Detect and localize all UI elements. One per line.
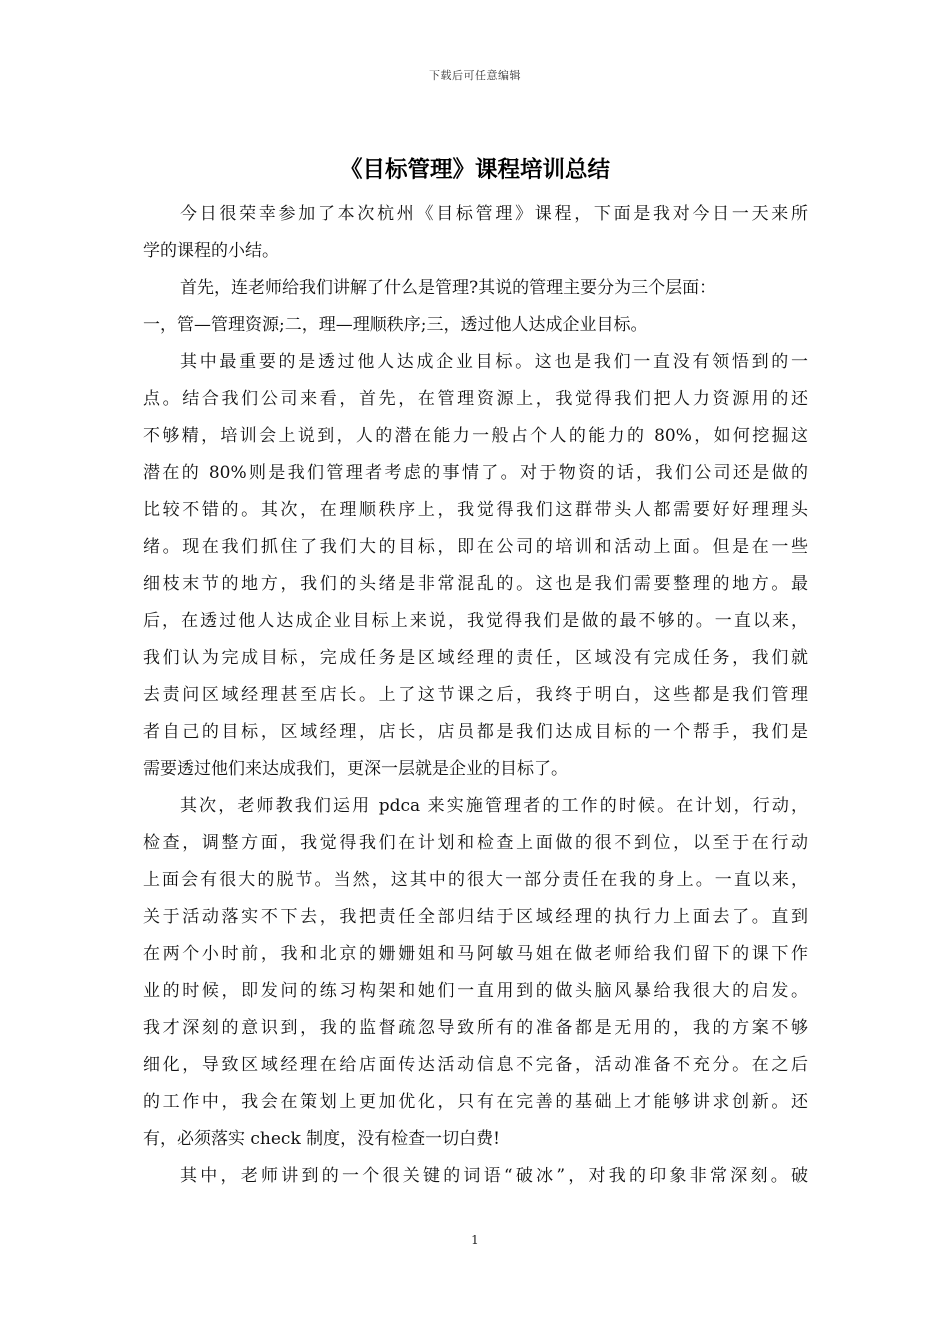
text-line: 比较不错的。其次，在理顺秩序上，我觉得我们这群带头人都需要好好理理头 bbox=[143, 500, 808, 520]
text-line: 潜在的 80%则是我们管理者考虑的事情了。对于物资的话，我们公司还是做的 bbox=[143, 463, 808, 483]
text-line: 后，在透过他人达成企业目标上来说，我觉得我们是做的最不够的。一直以来， bbox=[143, 611, 808, 631]
text-line: 关于活动落实不下去，我把责任全部归结于区域经理的执行力上面去了。直到 bbox=[143, 907, 808, 927]
text-line: 有，必须落实 check 制度，没有检查一切白费! bbox=[143, 1129, 500, 1149]
text-line: 不够精，培训会上说到，人的潜在能力一般占个人的能力的 80%，如何挖掘这 bbox=[143, 426, 808, 446]
page-number: 1 bbox=[471, 1233, 479, 1247]
text-line: 需要透过他们来达成我们，更深一层就是企业的目标了。 bbox=[143, 759, 568, 779]
text-line: 我才深刻的意识到，我的监督疏忽导致所有的准备都是无用的，我的方案不够 bbox=[143, 1018, 808, 1038]
text-line: 的工作中，我会在策划上更加优化，只有在完善的基础上才能够讲求创新。还 bbox=[143, 1092, 808, 1112]
text-line: 检查，调整方面，我觉得我们在计划和检查上面做的很不到位，以至于在行动 bbox=[143, 833, 808, 853]
document-body bbox=[143, 196, 808, 1195]
text-line: 今日很荣幸参加了本次杭州《目标管理》课程，下面是我对今日一天来所 bbox=[180, 204, 808, 224]
header-note: 下载后可任意编辑 bbox=[429, 69, 521, 82]
text-line: 去责问区域经理甚至店长。上了这节课之后，我终于明白，这些都是我们管理 bbox=[143, 685, 808, 705]
text-line: 我们认为完成目标，完成任务是区域经理的责任，区域没有完成任务，我们就 bbox=[143, 648, 808, 668]
text-line: 上面会有很大的脱节。当然，这其中的很大一部分责任在我的身上。一直以来， bbox=[143, 870, 808, 890]
text-line: 其中，老师讲到的一个很关键的词语“破冰”，对我的印象非常深刻。破 bbox=[180, 1166, 808, 1186]
text-line: 者自己的目标，区域经理，店长，店员都是我们达成目标的一个帮手，我们是 bbox=[143, 722, 808, 742]
text-line: 细枝末节的地方，我们的头绪是非常混乱的。这也是我们需要整理的地方。最 bbox=[143, 574, 808, 594]
text-line: 其次，老师教我们运用 pdca 来实施管理者的工作的时候。在计划，行动， bbox=[180, 796, 808, 816]
text-line: 业的时候，即发问的练习构架和她们一直用到的做头脑风暴给我很大的启发。 bbox=[143, 981, 808, 1001]
text-line: 细化，导致区域经理在给店面传达活动信息不完备，活动准备不充分。在之后 bbox=[143, 1055, 808, 1075]
text-line: 点。结合我们公司来看，首先，在管理资源上，我觉得我们把人力资源用的还 bbox=[143, 389, 808, 409]
text-line: 绪。现在我们抓住了我们大的目标，即在公司的培训和活动上面。但是在一些 bbox=[143, 537, 808, 557]
text-line: 一，管—管理资源;二，理—理顺秩序;三，透过他人达成企业目标。 bbox=[143, 315, 648, 335]
text-line: 在两个小时前，我和北京的姗姗姐和马阿敏马姐在做老师给我们留下的课下作 bbox=[143, 944, 808, 964]
text-line: 首先，连老师给我们讲解了什么是管理?其说的管理主要分为三个层面： bbox=[180, 278, 717, 298]
document-title: 《目标管理》课程培训总结 bbox=[339, 157, 610, 183]
text-line: 学的课程的小结。 bbox=[143, 241, 279, 261]
text-line: 其中最重要的是透过他人达成企业目标。这也是我们一直没有领悟到的一 bbox=[180, 352, 808, 372]
